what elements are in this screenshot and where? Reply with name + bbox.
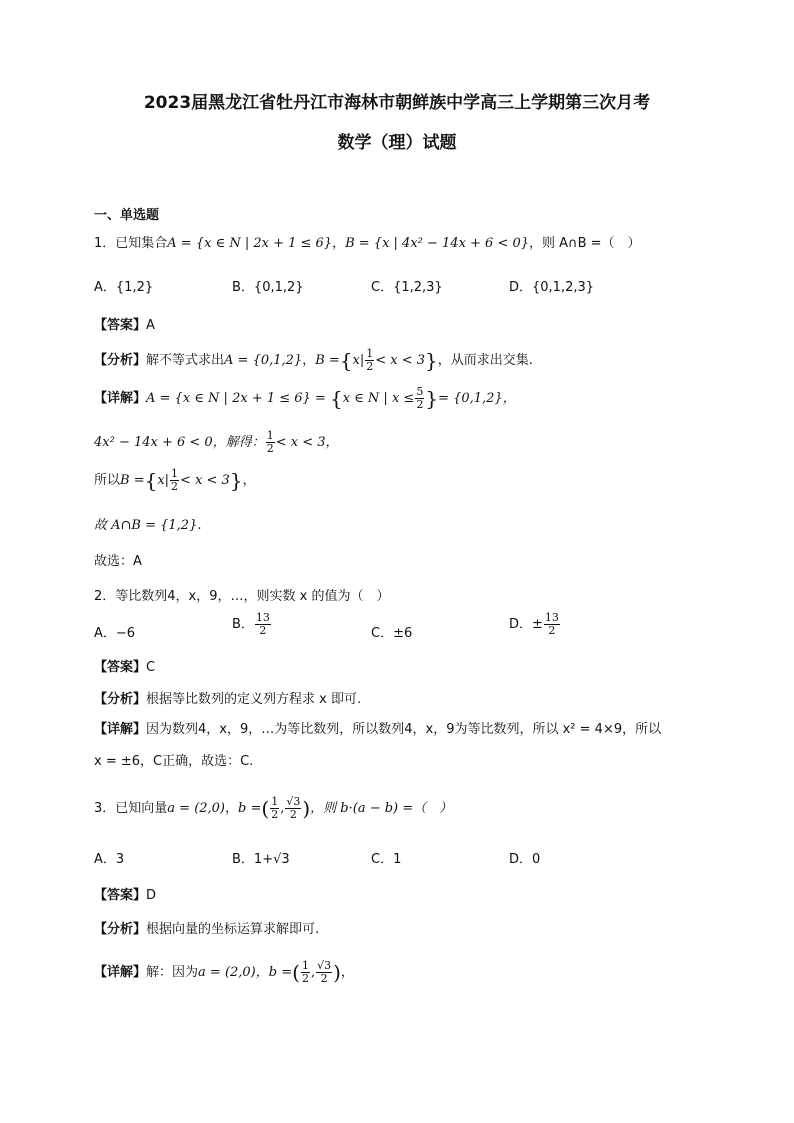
q1-analysis-range: < x < 3 — [375, 353, 426, 368]
doc-title-line2: 数学（理）试题 — [337, 133, 457, 153]
q1-set-a: A = {x ∈ N | 2x + 1 ≤ 6} — [167, 236, 333, 251]
q2-option-b: B． $\frac{13}{2}$ — [232, 611, 270, 637]
fraction-half-3: $\frac{1}{2}$ — [171, 467, 179, 493]
q3-detail-1: 【详解】解：因为a = (2,0)，b =( $\frac{1}{2}$ , $\frac{√3}{2}$ )， — [94, 959, 354, 985]
q3-option-b: B．1+√3 — [232, 852, 290, 867]
q1-analysis-comma: ， — [302, 353, 316, 368]
q1-detail-1a: A = {x ∈ N | 2x + 1 ≤ 6} = — [146, 391, 330, 406]
q2-answer: 【答案】C — [94, 660, 156, 675]
q1-detail-3-x: x| — [157, 473, 170, 488]
q1-detail-3-text: 所以 — [94, 473, 121, 488]
fraction-13-halves-2: $\frac{13}{2}$ — [544, 611, 559, 637]
q3-detail-pre: 解：因为 — [146, 965, 199, 980]
q1-answer — [94, 314, 155, 333]
q1-analysis-a: A = {0,1,2} — [224, 353, 303, 368]
q1-answer-value: A — [146, 318, 155, 333]
q1-detail-3-b: B = — [120, 473, 145, 488]
detail-label: 【详解】 — [94, 391, 147, 406]
q1-option-b: B．{0,1,2} — [232, 280, 304, 295]
q1-detail-3: 所以B ={x| $\frac{1}{2}$ < x < 3}， — [94, 467, 256, 493]
q2-detail-1: 【详解】因为数列4，x，9，…为等比数列，所以数列4，x，9为等比数列，所以 x² = 4×9，所以 — [94, 722, 662, 737]
fraction-five-halves: $\frac{5}{2}$ — [416, 385, 424, 411]
q2-stem: 2．等比数列4，x，9，…，则实数 x 的值为（ ） — [94, 589, 390, 604]
q1-prefix: 1．已知集合 — [94, 236, 168, 251]
q1-analysis-post: ，从而求出交集. — [437, 353, 533, 368]
q3-vector-a: a = (2,0) — [167, 801, 226, 816]
q1-detail-2 — [94, 430, 339, 455]
q3-ask: ，则 b·(a − b) =（ ） — [310, 801, 453, 816]
fraction-half-2: $\frac{1}{2}$ — [266, 429, 274, 455]
q2-answer-value: C — [146, 660, 156, 675]
q1-detail-3-range: < x < 3 — [180, 473, 230, 488]
q3-option-a: A．3 — [94, 852, 125, 867]
q1-set-b: B = {x | 4x² − 14x + 6 < 0} — [345, 236, 530, 251]
fraction-sqrt3-half: $\frac{√3}{2}$ — [286, 795, 301, 821]
q3-detail-a: a = (2,0)， — [198, 965, 269, 980]
q1-detail-2b: < x < 3， — [275, 435, 339, 450]
q1-analysis-pre: 解不等式求出 — [146, 353, 225, 368]
q1-detail-1: 【详解】A = {x ∈ N | 2x + 1 ≤ 6} = {x ∈ N | x ≤ $\frac{5}{2}$ }= {0,1,2}， — [94, 385, 516, 411]
q3-prefix: 3．已知向量 — [94, 801, 168, 816]
fraction-half: $\frac{1}{2}$ — [366, 347, 374, 373]
q1-analysis: 【分析】解不等式求出A = {0,1,2}，B ={x| $\frac{1}{2}$ < x < 3}，从而求出交集. — [94, 347, 533, 373]
answer-label: 【答案】 — [94, 318, 147, 333]
fraction-half-q3: $\frac{1}{2}$ — [271, 795, 279, 821]
q3-analysis-text: 根据向量的坐标运算求解即可. — [146, 922, 320, 937]
q2-detail-2: x = ±6，C正确，故选：C. — [94, 754, 254, 769]
q1-detail-2a: 4x² − 14x + 6 < 0，解得： — [94, 435, 265, 450]
q1-detail-1b: = {0,1,2}， — [438, 391, 516, 406]
q1-detail-le: x ∈ N | x ≤ — [342, 391, 415, 406]
fraction-sqrt3-half-q3d: $\frac{√3}{2}$ — [317, 959, 332, 985]
q3-vector-b: b = — [238, 801, 262, 816]
analysis-label: 【分析】 — [94, 353, 147, 368]
q1-stem — [94, 232, 641, 251]
q3-stem: 3．已知向量a = (2,0)，b =( $\frac{1}{2}$ , $\frac{√3}{2}$ )，则 b·(a − b) =（ ） — [94, 795, 453, 821]
q3-option-d: D．0 — [509, 852, 541, 867]
q1-option-d: D．{0,1,2,3} — [509, 280, 595, 295]
fraction-13-halves: $\frac{13}{2}$ — [255, 611, 270, 637]
q3-answer: 【答案】D — [94, 888, 157, 903]
q1-option-a: A．{1,2} — [94, 280, 154, 295]
q1-detail-5: 故选：A — [94, 554, 142, 569]
q2-option-c: C．±6 — [371, 626, 413, 641]
q1-ask: ，则 A∩B =（ ） — [529, 236, 641, 251]
q1-detail-3-comma: ， — [242, 473, 256, 488]
q2-analysis: 【分析】根据等比数列的定义列方程求 x 即可. — [94, 692, 362, 707]
q1-analysis-x: x| — [352, 353, 365, 368]
q1-option-c: C．{1,2,3} — [371, 280, 443, 295]
q2-analysis-text: 根据等比数列的定义列方程求 x 即可. — [146, 692, 362, 707]
section-heading: 一、单选题 — [94, 208, 160, 223]
q2-option-a: A．−6 — [94, 626, 136, 641]
doc-title-line1: 2023届黑龙江省牡丹江市海林市朝鲜族中学高三上学期第三次月考 — [143, 93, 651, 113]
q3-analysis: 【分析】根据向量的坐标运算求解即可. — [94, 922, 320, 937]
q1-comma: ， — [332, 236, 346, 251]
q1-analysis-b-eq: B = — [315, 353, 340, 368]
q1-detail-4: 故 A∩B = {1,2}. — [94, 518, 202, 533]
fraction-half-q3d: $\frac{1}{2}$ — [301, 959, 309, 985]
q3-option-c: C．1 — [371, 852, 402, 867]
q3-answer-value: D — [146, 888, 157, 903]
q2-option-d: D．± $\frac{13}{2}$ — [509, 611, 559, 637]
q2-detail-1-text: 因为数列4，x，9，…为等比数列，所以数列4，x，9为等比数列，所以 x² = 4×9，所以 — [146, 722, 662, 737]
q3-detail-b: b = — [268, 965, 293, 980]
